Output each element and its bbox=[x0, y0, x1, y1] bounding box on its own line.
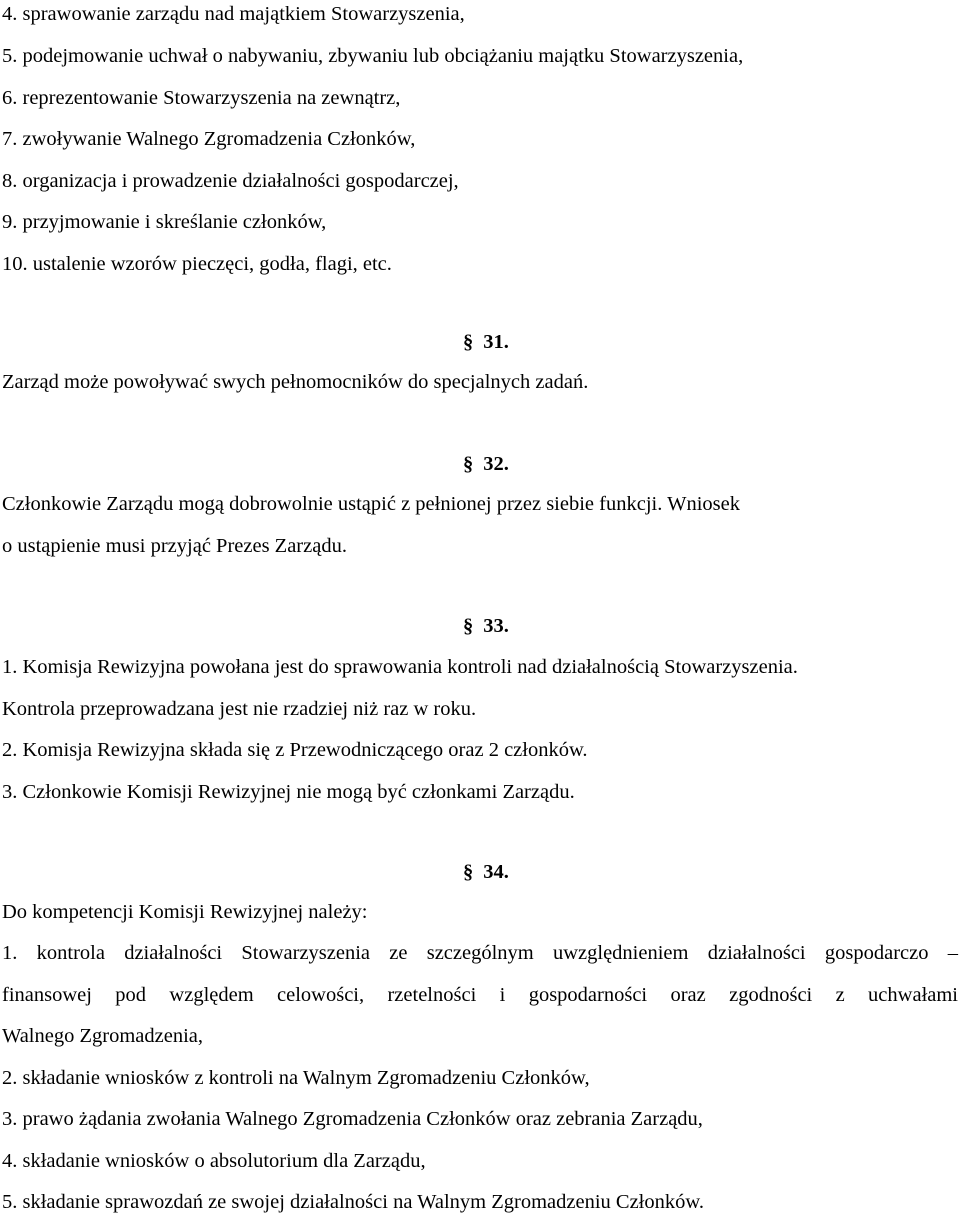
section-number: 33. bbox=[483, 615, 509, 637]
list-item: 4. sprawowanie zarządu nad majątkiem Stowarzyszenia, bbox=[2, 3, 465, 25]
section-number: 34. bbox=[483, 861, 509, 883]
paragraph-line: o ustąpienie musi przyjąć Prezes Zarządu. bbox=[2, 535, 347, 557]
paragraph-line: 2. Komisja Rewizyjna składa się z Przewodniczącego oraz 2 członków. bbox=[2, 739, 588, 761]
list-item: 8. organizacja i prowadzenie działalności gospodarczej, bbox=[2, 170, 459, 192]
list-item: 5. podejmowanie uchwał o nabywaniu, zbywaniu lub obciążaniu majątku Stowarzyszenia, bbox=[2, 45, 744, 67]
section-heading-34 bbox=[463, 860, 509, 884]
section-symbol: § bbox=[463, 861, 474, 883]
paragraph-line: 2. składanie wniosków z kontroli na Walnym Zgromadzeniu Członków, bbox=[2, 1067, 590, 1089]
section-symbol: § bbox=[463, 615, 474, 637]
paragraph-line: 5. składanie sprawozdań ze swojej działalności na Walnym Zgromadzeniu Członków. bbox=[2, 1191, 704, 1213]
paragraph-intro: Do kompetencji Komisji Rewizyjnej należy: bbox=[2, 901, 368, 923]
paragraph-line: 1. Komisja Rewizyjna powołana jest do sprawowania kontroli nad działalnością Stowarzyszenia. bbox=[2, 656, 798, 678]
section-heading-33 bbox=[463, 614, 509, 638]
section-symbol: § bbox=[463, 453, 474, 475]
section-symbol: § bbox=[463, 331, 474, 353]
list-item: 10. ustalenie wzorów pieczęci, godła, flagi, etc. bbox=[2, 253, 392, 275]
section-number: 31. bbox=[483, 331, 509, 353]
list-item: 9. przyjmowanie i skreślanie członków, bbox=[2, 211, 327, 233]
paragraph-line: 3. prawo żądania zwołania Walnego Zgromadzenia Członków oraz zebrania Zarządu, bbox=[2, 1108, 703, 1130]
paragraph-line: 1. kontrola działalności Stowarzyszenia ze szczególnym uwzględnieniem działalności gospodarczo – bbox=[2, 942, 958, 964]
section-number: 32. bbox=[483, 453, 509, 475]
paragraph-line: 3. Członkowie Komisji Rewizyjnej nie mogą być członkami Zarządu. bbox=[2, 781, 575, 803]
list-item: 7. zwoływanie Walnego Zgromadzenia Członków, bbox=[2, 128, 416, 150]
paragraph-text: Zarząd może powoływać swych pełnomocników do specjalnych zadań. bbox=[2, 371, 589, 393]
paragraph-line: Członkowie Zarządu mogą dobrowolnie ustąpić z pełnionej przez siebie funkcji. Wniosek bbox=[2, 493, 740, 515]
paragraph-line: 4. składanie wniosków o absolutorium dla Zarządu, bbox=[2, 1150, 426, 1172]
section-heading-32 bbox=[463, 452, 509, 476]
section-heading-31 bbox=[463, 330, 509, 354]
paragraph-line: finansowej pod względem celowości, rzetelności i gospodarności oraz zgodności z uchwałami bbox=[2, 984, 958, 1006]
paragraph-line: Kontrola przeprowadzana jest nie rzadziej niż raz w roku. bbox=[2, 698, 477, 720]
paragraph-line: Walnego Zgromadzenia, bbox=[2, 1025, 203, 1047]
list-item: 6. reprezentowanie Stowarzyszenia na zewnątrz, bbox=[2, 87, 401, 109]
